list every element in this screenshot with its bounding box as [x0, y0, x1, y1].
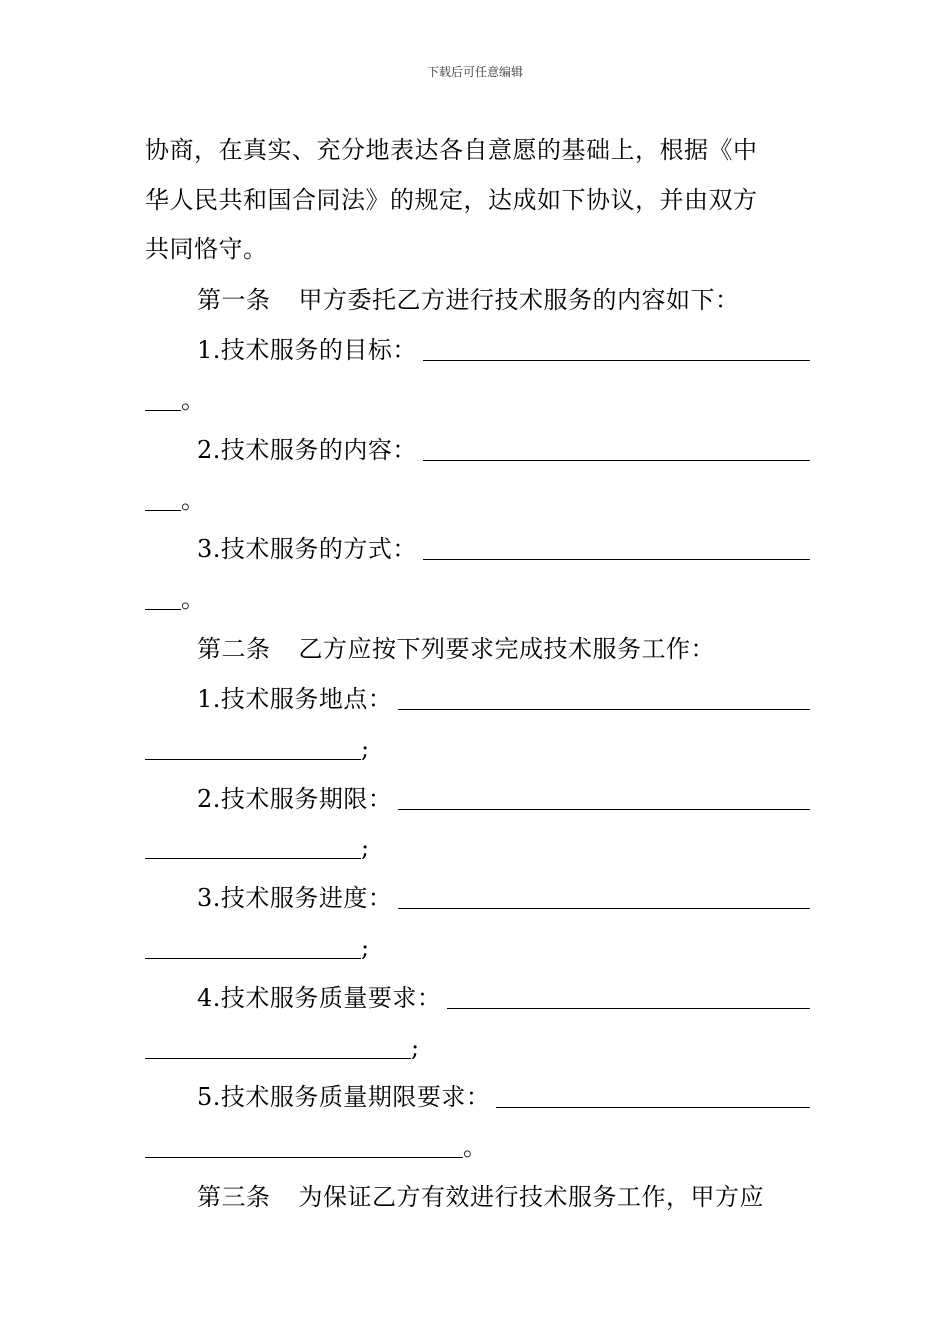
article-2-item-1-continuation	[145, 729, 810, 769]
intro-line-2: 华人民共和国合同法》的规定，达成如下协议，并由双方	[145, 186, 758, 214]
article-2-item-1	[197, 679, 810, 719]
article-2-item-4	[197, 978, 810, 1018]
blank-fill-field[interactable]	[145, 1034, 411, 1059]
item-label: 1.技术服务地点：	[197, 685, 393, 713]
item-end: 。	[181, 585, 206, 613]
item-label: 1.技术服务的目标：	[197, 336, 417, 364]
blank-fill-field[interactable]	[145, 834, 361, 859]
blank-fill-field[interactable]	[423, 436, 810, 461]
article-2-item-2	[197, 779, 810, 819]
article-2-item-5	[197, 1077, 810, 1117]
blank-fill-field[interactable]	[145, 735, 361, 760]
article-2-item-5-continuation	[145, 1127, 810, 1167]
article-2-item-3-continuation	[145, 928, 810, 968]
article-1-item-3	[197, 529, 810, 569]
article-2-item-3	[197, 878, 810, 918]
item-label: 3.技术服务的方式：	[197, 535, 417, 563]
article-2-title: 乙方应按下列要求完成技术服务工作：	[298, 635, 715, 663]
article-3-heading	[197, 1177, 810, 1217]
article-2-number: 第二条	[197, 635, 271, 663]
item-end: ;	[411, 1034, 420, 1062]
blank-fill-field[interactable]	[423, 535, 810, 560]
blank-fill-field[interactable]	[398, 685, 810, 710]
item-label: 2.技术服务的内容：	[197, 436, 417, 464]
article-1-heading	[197, 280, 810, 320]
item-end: ;	[361, 834, 370, 862]
article-3-title: 为保证乙方有效进行技术服务工作，甲方应	[298, 1183, 764, 1211]
article-1-number: 第一条	[197, 286, 271, 314]
article-1-item-3-continuation	[145, 579, 810, 619]
intro-line-1: 协商，在真实、充分地表达各自意愿的基础上，根据《中	[145, 136, 758, 164]
blank-fill-field[interactable]	[145, 934, 361, 959]
item-label: 2.技术服务期限：	[197, 785, 393, 813]
item-label: 3.技术服务进度：	[197, 884, 393, 912]
page-header: 下载后可任意编辑	[426, 65, 523, 79]
item-end: ;	[361, 735, 370, 763]
blank-fill-field[interactable]	[145, 1133, 463, 1158]
item-end: 。	[181, 386, 206, 414]
blank-fill-field[interactable]	[423, 336, 810, 361]
article-2-item-4-continuation	[145, 1028, 810, 1068]
article-2-heading	[197, 629, 810, 669]
article-3-number: 第三条	[197, 1183, 271, 1211]
article-1-item-1-continuation	[145, 380, 810, 420]
blank-fill-field[interactable]	[496, 1083, 810, 1108]
article-1-title: 甲方委托乙方进行技术服务的内容如下：	[298, 286, 740, 314]
article-1-item-2-continuation	[145, 480, 810, 520]
item-label: 4.技术服务质量要求：	[197, 984, 442, 1012]
item-end: 。	[181, 486, 206, 514]
blank-fill-field[interactable]	[145, 486, 181, 511]
article-1-item-1	[197, 330, 810, 370]
item-end: 。	[463, 1133, 488, 1161]
article-2-item-2-continuation	[145, 828, 810, 868]
blank-fill-field[interactable]	[398, 884, 810, 909]
item-label: 5.技术服务质量期限要求：	[197, 1083, 491, 1111]
blank-fill-field[interactable]	[447, 984, 810, 1009]
blank-fill-field[interactable]	[145, 585, 181, 610]
blank-fill-field[interactable]	[145, 386, 181, 411]
blank-fill-field[interactable]	[398, 785, 810, 810]
item-end: ;	[361, 934, 370, 962]
intro-line-3: 共同恪守。	[145, 235, 268, 263]
article-1-item-2	[197, 430, 810, 470]
